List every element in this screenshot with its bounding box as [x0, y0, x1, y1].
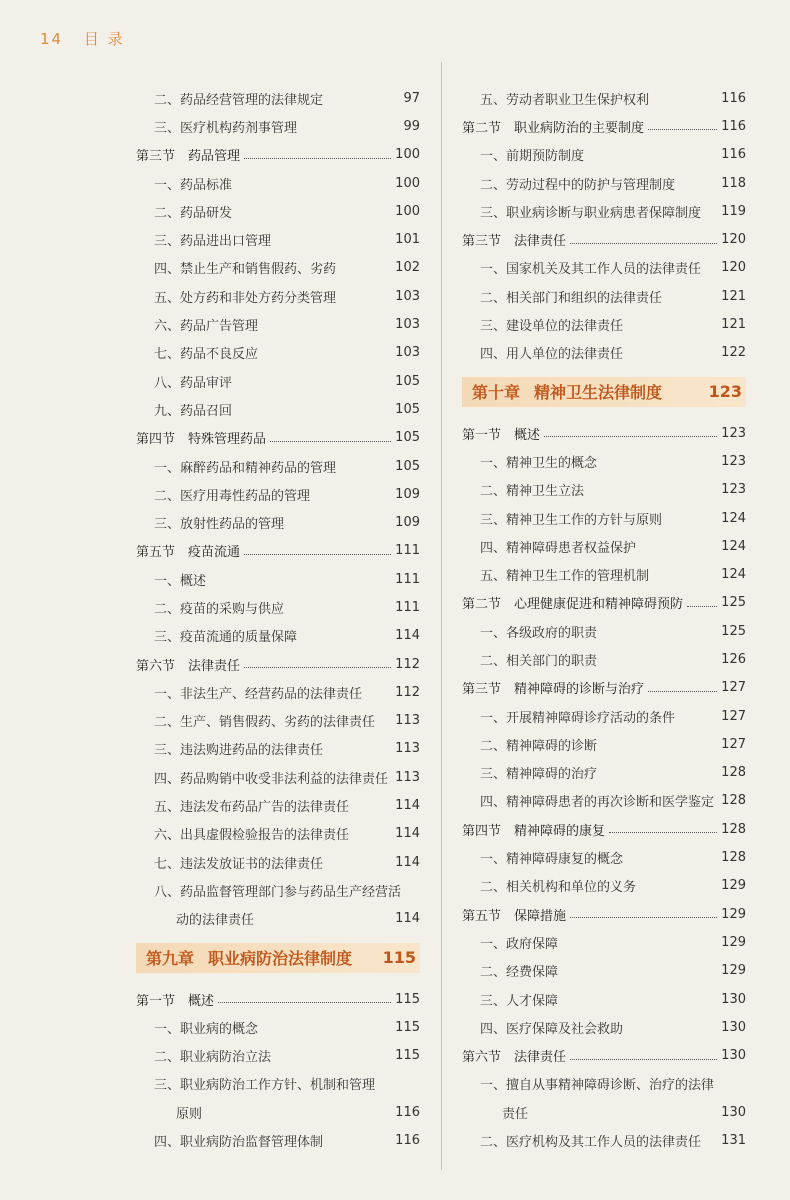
entry-page-number: 116	[721, 147, 746, 163]
entry-title: 二、劳动过程中的防护与管理制度	[480, 177, 676, 193]
entry-title: 第三节 精神障碍的诊断与治疗	[462, 682, 645, 698]
entry-page-number: 112	[395, 684, 420, 700]
entry-title: 第三节 药品管理	[136, 149, 241, 165]
entry-page-number: 111	[395, 599, 420, 615]
entry-page-number: 128	[721, 850, 746, 866]
toc-entry[interactable]	[136, 169, 420, 197]
chapter-title: 职业病防治法律制度	[208, 949, 353, 969]
toc-entry[interactable]	[462, 1013, 746, 1041]
dot-leader	[570, 916, 717, 918]
toc-section-entry[interactable]	[136, 424, 420, 452]
entry-page-number: 112	[395, 656, 420, 672]
entry-page-number: 123	[721, 482, 746, 498]
entry-page-number: 105	[395, 401, 420, 417]
toc-left-column	[136, 84, 420, 1155]
entry-title: 第五节 疫苗流通	[136, 545, 241, 561]
dot-leader	[570, 242, 717, 244]
toc-entry[interactable]	[462, 504, 746, 532]
entry-page-number: 111	[395, 543, 420, 559]
entry-title: 五、劳动者职业卫生保护权利	[480, 92, 650, 108]
toc-right-column	[462, 84, 746, 1155]
entry-page-number: 111	[395, 571, 420, 587]
chapter-title: 精神卫生法律制度	[534, 383, 663, 403]
entry-title: 八、药品审评	[154, 375, 233, 391]
toc-entry[interactable]	[136, 480, 420, 508]
dot-leader	[244, 553, 391, 555]
toc-entry[interactable]	[136, 508, 420, 536]
chapter-page-number: 123	[708, 382, 742, 402]
dot-leader	[244, 157, 391, 159]
toc-section-entry[interactable]	[136, 985, 420, 1013]
toc-entry[interactable]	[462, 730, 746, 758]
entry-page-number: 120	[721, 260, 746, 276]
toc-entry[interactable]	[462, 339, 746, 367]
toc-entry[interactable]	[136, 112, 420, 140]
entry-title: 三、建设单位的法律责任	[480, 319, 624, 335]
toc-entry[interactable]	[462, 560, 746, 588]
toc-entry[interactable]	[462, 532, 746, 560]
entry-page-number: 113	[395, 741, 420, 757]
toc-entry[interactable]	[136, 735, 420, 763]
toc-entry[interactable]	[462, 254, 746, 282]
entry-title: 五、处方药和非处方药分类管理	[154, 290, 337, 306]
entry-title: 三、职业病诊断与职业病患者保障制度	[480, 205, 702, 221]
toc-entry[interactable]	[462, 1126, 746, 1154]
toc-entry[interactable]	[462, 169, 746, 197]
entry-title: 第一节 概述	[462, 427, 541, 443]
entry-title: 责任	[502, 1106, 529, 1122]
entry-page-number: 113	[395, 713, 420, 729]
entry-page-number: 115	[395, 991, 420, 1007]
toc-entry[interactable]	[136, 593, 420, 621]
entry-title: 一、药品标准	[154, 177, 233, 193]
toc-section-entry[interactable]	[136, 537, 420, 565]
column-divider	[441, 62, 442, 1170]
dot-leader	[544, 435, 717, 437]
toc-entry[interactable]	[462, 787, 746, 815]
entry-page-number: 103	[395, 288, 420, 304]
entry-title: 第三节 法律责任	[462, 234, 567, 250]
toc-entry[interactable]	[462, 141, 746, 169]
entry-page-number: 130	[721, 1104, 746, 1120]
entry-title: 四、职业病防治监督管理体制	[154, 1135, 324, 1151]
chapter-page-number: 115	[382, 948, 416, 968]
toc-entry[interactable]	[462, 645, 746, 673]
chapter-number: 第九章	[146, 949, 195, 969]
toc-entry[interactable]	[462, 985, 746, 1013]
entry-title: 第四节 精神障碍的康复	[462, 823, 606, 839]
toc-entry[interactable]	[136, 339, 420, 367]
entry-title: 一、开展精神障碍诊疗活动的条件	[480, 710, 676, 726]
entry-title: 四、医疗保障及社会救助	[480, 1021, 624, 1037]
entry-page-number: 100	[395, 203, 420, 219]
entry-title: 一、政府保障	[480, 936, 559, 952]
entry-page-number: 114	[395, 826, 420, 842]
entry-page-number: 103	[395, 317, 420, 333]
entry-title: 第二节 心理健康促进和精神障碍预防	[462, 597, 684, 613]
entry-title: 四、精神障碍患者权益保护	[480, 540, 637, 556]
dot-leader	[648, 128, 717, 130]
entry-page-number: 102	[395, 260, 420, 276]
entry-title: 三、药品进出口管理	[154, 234, 272, 250]
entry-page-number: 116	[395, 1133, 420, 1149]
toc-entry[interactable]	[462, 84, 746, 112]
entry-page-number: 105	[395, 373, 420, 389]
entry-title: 第六节 法律责任	[136, 658, 241, 674]
entry-page-number: 131	[721, 1133, 746, 1149]
entry-title: 二、经费保障	[480, 965, 559, 981]
entry-page-number: 97	[403, 90, 420, 106]
entry-title: 第一节 概述	[136, 993, 215, 1009]
dot-leader	[570, 1058, 717, 1060]
entry-title: 四、药品购销中收受非法利益的法律责任	[154, 771, 389, 787]
entry-title: 二、精神障碍的诊断	[480, 738, 598, 754]
toc-entry[interactable]	[136, 1070, 420, 1098]
toc-section-entry[interactable]	[462, 419, 746, 447]
entry-title: 二、医疗机构及其工作人员的法律责任	[480, 1135, 702, 1151]
entry-page-number: 122	[721, 345, 746, 361]
entry-page-number: 101	[395, 232, 420, 248]
toc-entry[interactable]	[462, 872, 746, 900]
toc-entry[interactable]	[136, 791, 420, 819]
entry-page-number: 128	[721, 793, 746, 809]
entry-page-number: 114	[395, 911, 420, 927]
entry-page-number: 130	[721, 1048, 746, 1064]
entry-page-number: 127	[721, 680, 746, 696]
entry-title: 二、生产、销售假药、劣药的法律责任	[154, 715, 376, 731]
entry-page-number: 124	[721, 510, 746, 526]
toc-entry[interactable]	[136, 367, 420, 395]
entry-page-number: 99	[403, 118, 420, 134]
toc-entry[interactable]	[136, 310, 420, 338]
entry-page-number: 116	[721, 90, 746, 106]
toc-entry[interactable]	[136, 678, 420, 706]
dot-leader	[244, 666, 391, 668]
entry-page-number: 119	[721, 203, 746, 219]
entry-page-number: 116	[721, 118, 746, 134]
entry-page-number: 113	[395, 769, 420, 785]
entry-page-number: 121	[721, 317, 746, 333]
entry-title: 一、前期预防制度	[480, 149, 585, 165]
entry-page-number: 115	[395, 1048, 420, 1064]
entry-title: 三、放射性药品的管理	[154, 517, 285, 533]
toc-entry[interactable]	[462, 282, 746, 310]
entry-page-number: 129	[721, 906, 746, 922]
entry-title: 一、职业病的概念	[154, 1021, 259, 1037]
toc-entry[interactable]	[136, 1042, 420, 1070]
dot-leader	[687, 605, 717, 607]
entry-title: 四、禁止生产和销售假药、劣药	[154, 262, 337, 278]
toc-entry[interactable]	[462, 957, 746, 985]
entry-page-number: 114	[395, 798, 420, 814]
toc-entry[interactable]	[136, 1098, 420, 1126]
entry-page-number: 105	[395, 458, 420, 474]
entry-title: 三、精神卫生工作的方针与原则	[480, 512, 663, 528]
toc-entry[interactable]	[462, 310, 746, 338]
toc-entry[interactable]	[136, 225, 420, 253]
toc-entry[interactable]	[136, 905, 420, 933]
toc-entry[interactable]	[136, 452, 420, 480]
toc-entry[interactable]	[462, 759, 746, 787]
entry-title: 二、相关部门的职责	[480, 653, 598, 669]
toc-entry[interactable]	[136, 282, 420, 310]
toc-entry[interactable]	[136, 84, 420, 112]
entry-title: 原则	[176, 1106, 203, 1122]
toc-section-entry[interactable]	[136, 141, 420, 169]
entry-page-number: 100	[395, 175, 420, 191]
entry-page-number: 127	[721, 736, 746, 752]
toc-entry[interactable]	[462, 617, 746, 645]
entry-title: 八、药品监督管理部门参与药品生产经营活	[154, 884, 402, 900]
toc-chapter-heading[interactable]	[136, 943, 420, 973]
entry-page-number: 100	[395, 147, 420, 163]
entry-title: 一、概述	[154, 573, 207, 589]
entry-page-number: 116	[395, 1104, 420, 1120]
entry-title: 第二节 职业病防治的主要制度	[462, 120, 645, 136]
entry-page-number: 130	[721, 1019, 746, 1035]
entry-page-number: 124	[721, 567, 746, 583]
toc-entry[interactable]	[136, 876, 420, 904]
entry-title: 一、精神障碍康复的概念	[480, 852, 624, 868]
entry-title: 六、药品广告管理	[154, 319, 259, 335]
entry-page-number: 123	[721, 453, 746, 469]
toc-entry[interactable]	[136, 565, 420, 593]
toc-section-entry[interactable]	[462, 225, 746, 253]
toc-entry[interactable]	[462, 476, 746, 504]
entry-page-number: 103	[395, 345, 420, 361]
entry-page-number: 129	[721, 934, 746, 950]
toc-entry[interactable]	[462, 1098, 746, 1126]
entry-title: 一、非法生产、经营药品的法律责任	[154, 686, 363, 702]
toc-entry[interactable]	[136, 197, 420, 225]
entry-title: 四、用人单位的法律责任	[480, 347, 624, 363]
entry-title: 三、职业病防治工作方针、机制和管理	[154, 1078, 376, 1094]
dot-leader	[648, 690, 717, 692]
toc-section-entry[interactable]	[462, 1042, 746, 1070]
entry-title: 二、职业病防治立法	[154, 1050, 272, 1066]
entry-page-number: 114	[395, 628, 420, 644]
entry-title: 二、精神卫生立法	[480, 484, 585, 500]
entry-title: 第五节 保障措施	[462, 908, 567, 924]
entry-title: 一、国家机关及其工作人员的法律责任	[480, 262, 702, 278]
entry-page-number: 125	[721, 595, 746, 611]
entry-title: 动的法律责任	[176, 913, 255, 929]
entry-page-number: 115	[395, 1019, 420, 1035]
entry-title: 三、违法购进药品的法律责任	[154, 743, 324, 759]
toc-section-entry[interactable]	[462, 815, 746, 843]
toc-entry[interactable]	[462, 447, 746, 475]
toc-entry[interactable]	[136, 820, 420, 848]
toc-entry[interactable]	[136, 1126, 420, 1154]
entry-title: 三、精神障碍的治疗	[480, 767, 598, 783]
dot-leader	[609, 831, 717, 833]
entry-page-number: 109	[395, 515, 420, 531]
toc-entry[interactable]	[462, 843, 746, 871]
toc-entry[interactable]	[462, 1070, 746, 1098]
entry-title: 七、药品不良反应	[154, 347, 259, 363]
dot-leader	[270, 440, 391, 442]
toc-entry[interactable]	[136, 1013, 420, 1041]
entry-title: 二、药品研发	[154, 205, 233, 221]
entry-page-number: 121	[721, 288, 746, 304]
entry-page-number: 126	[721, 651, 746, 667]
toc-section-entry[interactable]	[462, 674, 746, 702]
entry-page-number: 123	[721, 425, 746, 441]
entry-page-number: 125	[721, 623, 746, 639]
chapter-number: 第十章	[472, 383, 521, 403]
toc-entry[interactable]	[136, 254, 420, 282]
entry-title: 二、医疗用毒性药品的管理	[154, 488, 311, 504]
page-number: 14	[40, 30, 64, 48]
entry-title: 二、相关机构和单位的义务	[480, 880, 637, 896]
entry-page-number: 109	[395, 486, 420, 502]
entry-title: 四、精神障碍患者的再次诊断和医学鉴定	[480, 795, 715, 811]
entry-title: 第六节 法律责任	[462, 1050, 567, 1066]
entry-title: 一、擅自从事精神障碍诊断、治疗的法律	[480, 1078, 715, 1094]
entry-title: 五、违法发布药品广告的法律责任	[154, 800, 350, 816]
entry-title: 三、人才保障	[480, 993, 559, 1009]
entry-title: 二、药品经营管理的法律规定	[154, 92, 324, 108]
entry-title: 二、相关部门和组织的法律责任	[480, 290, 663, 306]
entry-title: 五、精神卫生工作的管理机制	[480, 569, 650, 585]
entry-page-number: 128	[721, 765, 746, 781]
entry-page-number: 129	[721, 963, 746, 979]
toc-section-entry[interactable]	[462, 900, 746, 928]
entry-page-number: 128	[721, 821, 746, 837]
entry-title: 六、出具虚假检验报告的法律责任	[154, 828, 350, 844]
entry-page-number: 105	[395, 430, 420, 446]
page-title: 目 录	[83, 30, 125, 48]
entry-title: 一、各级政府的职责	[480, 625, 598, 641]
entry-page-number: 118	[721, 175, 746, 191]
toc-section-entry[interactable]	[462, 589, 746, 617]
toc-chapter-heading[interactable]	[462, 377, 746, 407]
entry-title: 一、麻醉药品和精神药品的管理	[154, 460, 337, 476]
toc-section-entry[interactable]	[462, 112, 746, 140]
entry-page-number: 130	[721, 991, 746, 1007]
toc-entry[interactable]	[136, 763, 420, 791]
entry-title: 三、疫苗流通的质量保障	[154, 630, 298, 646]
toc-entry[interactable]	[136, 622, 420, 650]
entry-page-number: 124	[721, 538, 746, 554]
entry-title: 第四节 特殊管理药品	[136, 432, 267, 448]
toc-entry[interactable]	[136, 395, 420, 423]
page-header	[40, 28, 125, 49]
toc-entry[interactable]	[136, 707, 420, 735]
entry-page-number: 127	[721, 708, 746, 724]
toc-entry[interactable]	[462, 197, 746, 225]
toc-entry[interactable]	[462, 928, 746, 956]
toc-entry[interactable]	[136, 848, 420, 876]
entry-title: 九、药品召回	[154, 403, 233, 419]
entry-title: 三、医疗机构药剂事管理	[154, 120, 298, 136]
toc-section-entry[interactable]	[136, 650, 420, 678]
entry-title: 七、违法发放证书的法律责任	[154, 856, 324, 872]
dot-leader	[218, 1001, 391, 1003]
entry-page-number: 114	[395, 854, 420, 870]
entry-page-number: 120	[721, 232, 746, 248]
toc-entry[interactable]	[462, 702, 746, 730]
entry-page-number: 129	[721, 878, 746, 894]
entry-title: 二、疫苗的采购与供应	[154, 601, 285, 617]
entry-title: 一、精神卫生的概念	[480, 455, 598, 471]
